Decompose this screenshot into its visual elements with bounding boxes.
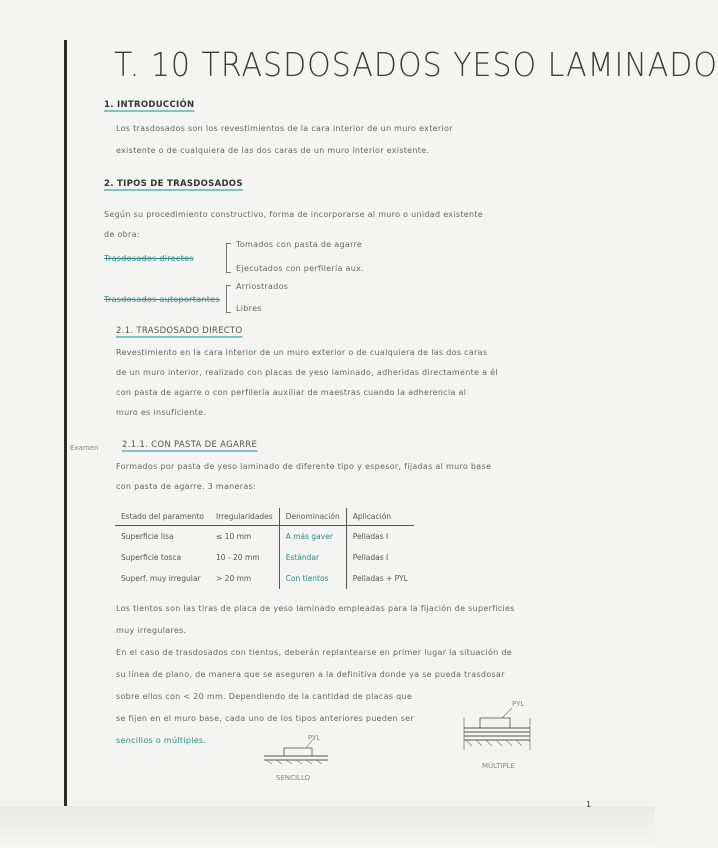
table-cell: 10 - 20 mm — [216, 553, 260, 562]
multiple-diagram — [462, 706, 534, 756]
table-row — [115, 526, 414, 548]
replanteo-line-5: sencillos o múltiples. — [116, 736, 207, 745]
replanteo-line-1: En el caso de trasdosados con tientos, deberán replantearse en primer lugar la situación de — [116, 648, 512, 657]
tipos-intro-line-1: Según su procedimiento constructivo, forma de incorporarse al muro o unidad existente — [104, 210, 484, 219]
directo-line-3: con pasta de agarre o con perfilería auxiliar de maestras cuando la adherencia al — [116, 388, 467, 397]
table-header: Irregularidades — [210, 508, 279, 526]
page-number: 1 — [586, 800, 592, 809]
sencillo-diagram — [262, 726, 332, 766]
type-autoportantes: Trasdosados autoportantes — [104, 295, 220, 304]
table-cell: Con tientos — [279, 568, 346, 589]
directo-line-1: Revestimiento en la cara interior de un muro exterior o de cualquiera de las dos caras — [116, 348, 488, 357]
replanteo-line-2: su línea de plano, de manera que se aseguren a la definitiva donde ya se pueda trasdosar — [116, 670, 505, 679]
section-heading-tipos: 2. TIPOS DE TRASDOSADOS — [104, 179, 243, 189]
table-cell: > 20 mm — [216, 574, 252, 583]
table-cell: Superficie lisa — [121, 532, 174, 541]
type-directos: Trasdosados directos — [104, 254, 194, 263]
tipos-intro-line-2: de obra: — [104, 230, 140, 239]
table-row — [115, 568, 414, 589]
replanteo-line-3: sobre ellos con < 20 mm. Dependiendo de la cantidad de placas que — [116, 692, 413, 701]
tientos-line-2: muy irregulares. — [116, 626, 187, 635]
page-title: T. 10 TRASDOSADOS YESO LAMINADO — [114, 46, 718, 85]
table-header: Denominación — [279, 508, 346, 526]
margin-note: Examen — [70, 444, 99, 452]
section-heading-trasdosado-directo: 2.1. TRASDOSADO DIRECTO — [116, 326, 243, 336]
table-cell: A más gaver — [279, 526, 346, 548]
table-header-row — [115, 508, 414, 526]
autoportantes-option-1: Arriostrados — [236, 282, 289, 291]
table-row — [115, 547, 414, 568]
intro-line-2: existente o de cualquiera de las dos caras de un muro interior existente. — [116, 146, 430, 155]
pasta-line-2: con pasta de agarre. 3 maneras: — [116, 482, 257, 491]
table-cell: Superficie tosca — [121, 553, 182, 562]
directos-option-2: Ejecutados con perfilería aux. — [236, 264, 364, 273]
page-bottom-shadow — [0, 806, 655, 848]
autoportantes-option-2: Libres — [236, 304, 262, 313]
table-header: Estado del paramento — [115, 508, 210, 526]
table-cell: ≤ 10 mm — [216, 532, 252, 541]
section-heading-pasta-agarre: 2.1.1. CON PASTA DE AGARRE — [122, 440, 258, 450]
table-cell: Estándar — [279, 547, 346, 568]
multiple-caption: MÚLTIPLE — [482, 762, 515, 770]
sencillo-pyl-label: PYL — [308, 734, 321, 742]
sencillo-caption: SENCILLO — [276, 774, 311, 782]
tientos-line-1: Los tientos son las tiras de placa de yeso laminado empleadas para la fijación de superficies — [116, 604, 515, 613]
replanteo-line-4: se fijen en el muro base, cada uno de los tipos anteriores pueden ser — [116, 714, 414, 723]
paramento-table — [115, 508, 414, 589]
directo-line-4: muro es insuficiente. — [116, 408, 207, 417]
brace-directos — [226, 243, 231, 273]
directo-line-2: de un muro interior, realizado con placas de yeso laminado, adheridas directamente a él — [116, 368, 498, 377]
section-heading-introduccion: 1. INTRODUCCIÓN — [104, 100, 195, 110]
brace-autoportantes — [226, 285, 231, 313]
table-cell: Pelladas I — [346, 526, 414, 548]
pasta-line-1: Formados por pasta de yeso laminado de diferente tipo y espesor, fijadas al muro base — [116, 462, 492, 471]
margin-line — [64, 40, 67, 810]
multiple-pyl-label: PYL — [512, 700, 525, 708]
table-cell: Pelladas I — [346, 547, 414, 568]
table-header: Aplicación — [346, 508, 414, 526]
directos-option-1: Tomados con pasta de agarre — [236, 240, 363, 249]
intro-line-1: Los trasdosados son los revestimientos de la cara interior de un muro exterior — [116, 124, 453, 133]
table-cell: Pelladas + PYL — [346, 568, 414, 589]
table-cell: Superf. muy irregular — [121, 574, 201, 583]
